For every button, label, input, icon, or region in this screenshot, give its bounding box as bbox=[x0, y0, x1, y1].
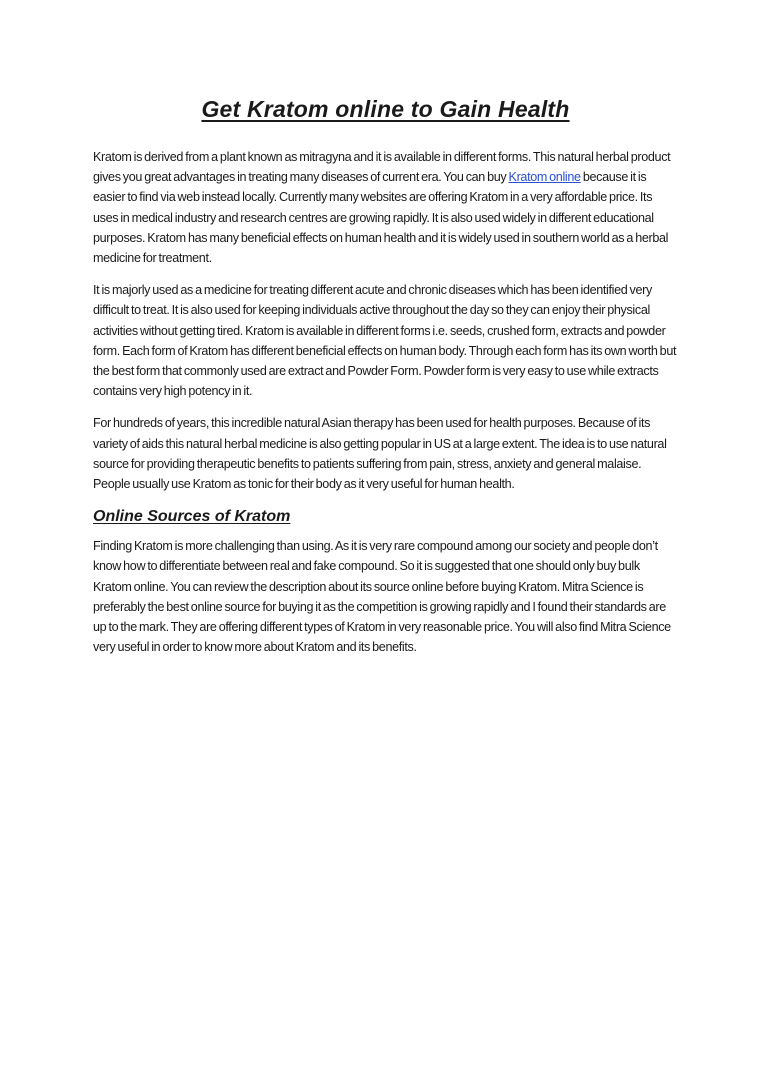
paragraph-intro bbox=[93, 147, 678, 268]
paragraph-intro-text-start: Kratom is derived from a plant known as mitragyna and it is available in different forms. This natural herbal product gives you great advantages in treating many diseases of current era. You can buy bbox=[93, 150, 671, 185]
kratom-online-link[interactable]: Kratom online bbox=[508, 170, 581, 185]
paragraph-history: For hundreds of years, this incredible natural Asian therapy has been used for health purposes. Because of its variety of aids this natural herbal medicine is also getting popular in US at a large extent. The idea is to use natural source for providing therapeutic benefits to patients suffering from pain, stress, anxiety and general malaise. People usually use Kratom as tonic for their body as it very useful for human health. bbox=[93, 416, 667, 492]
document-body bbox=[93, 96, 678, 669]
paragraph-intro-text-end: because it is easier to find via web instead locally. Currently many websites are offering Kratom in a very affordable price. Its uses in medical industry and research centres are growing rapidly. It is also used widely in different educational purposes. Kratom has many beneficial effects on human health and it is widely used in southern world as a herbal medicine for treatment. bbox=[93, 170, 669, 266]
document-title: Get Kratom online to Gain Health bbox=[201, 96, 570, 122]
section-heading-online-sources: Online Sources of Kratom bbox=[93, 508, 291, 526]
paragraph-online-sources: Finding Kratom is more challenging than using. As it is very rare compound among our society and people don’t know how to differentiate between real and fake compound. So it is suggested that one should only buy bulk Kratom online. You can review the description about its source online before buying Kratom. Mitra Science is preferably the best online source for buying it as the competition is growing rapidly and I found their standards are up to the mark. They are offering different types of Kratom in very reasonable price. You will also find Mitra Science very useful in order to know more about Kratom and its benefits. bbox=[93, 539, 671, 655]
paragraph-uses: It is majorly used as a medicine for treating different acute and chronic diseases which has been identified very difficult to treat. It is also used for keeping individuals active throughout the day so they can enjoy their physical activities without getting tired. Kratom is available in different forms i.e. seeds, crushed form, extracts and powder form. Each form of Kratom has different beneficial effects on human body. Through each form has its own worth but the best form that commonly used are extract and Powder Form. Powder form is very easy to use while extracts contains very high potency in it. bbox=[93, 283, 677, 399]
